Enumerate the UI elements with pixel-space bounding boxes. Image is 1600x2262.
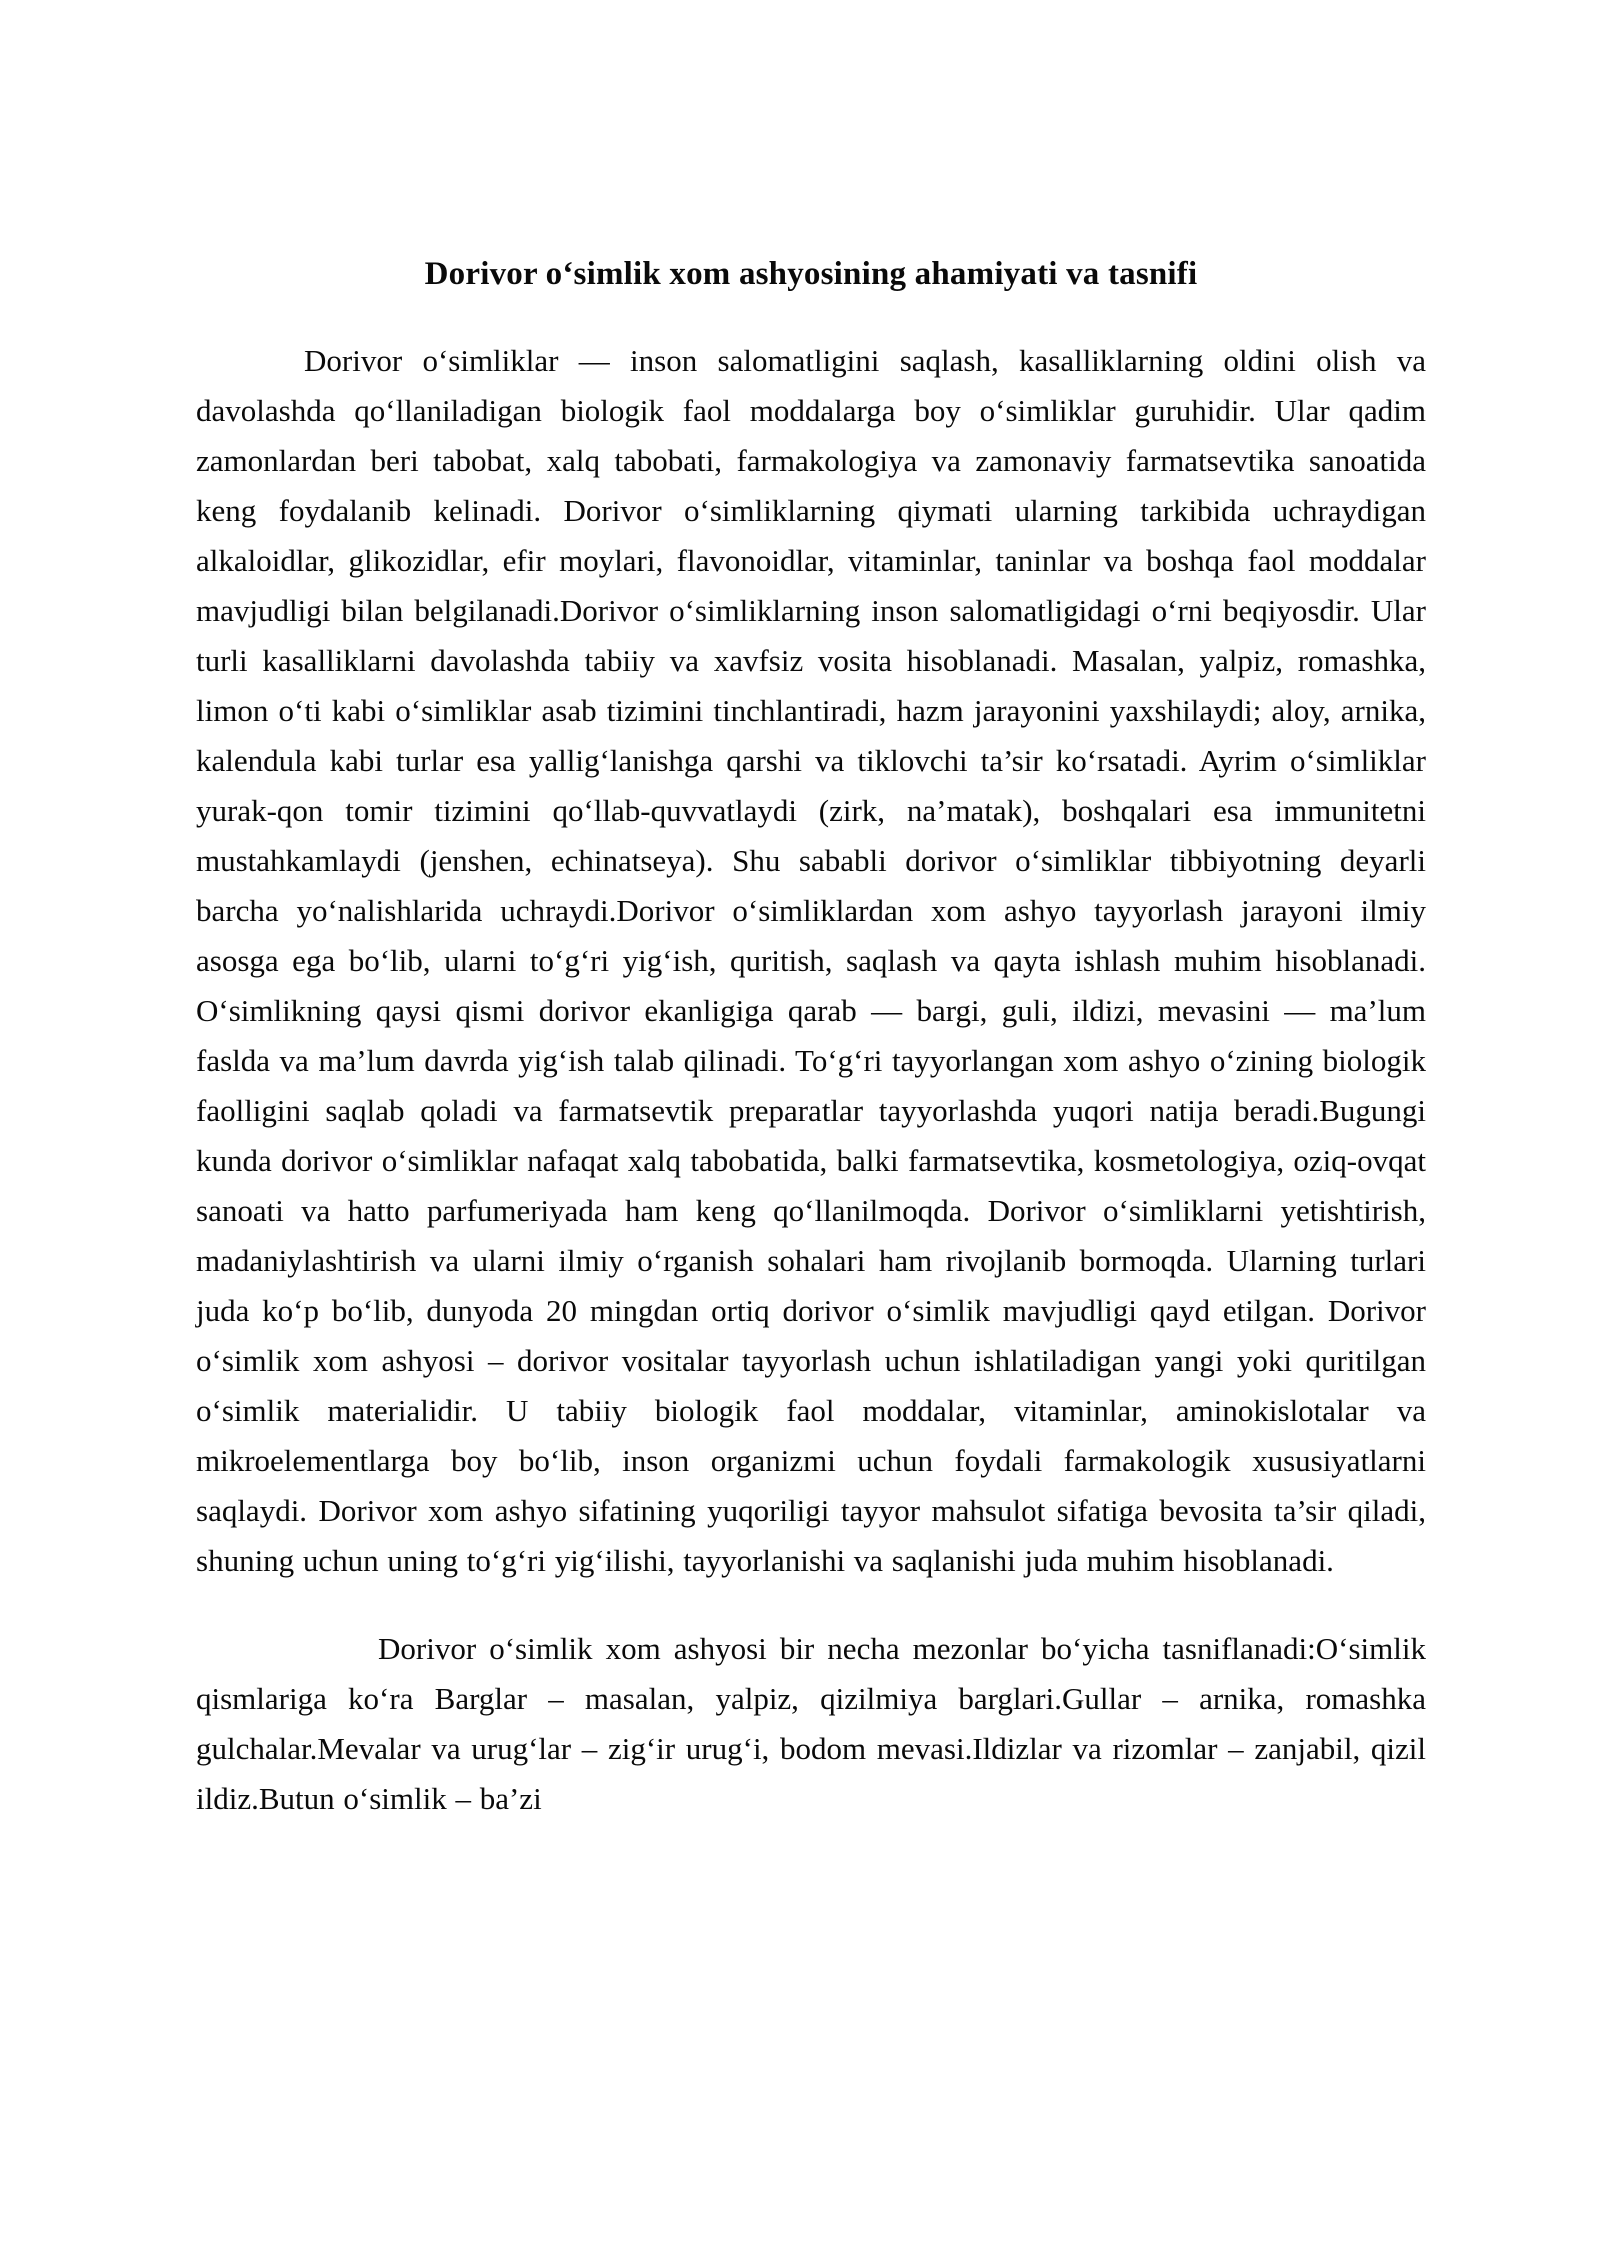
paragraph-classification: Dorivor o‘simlik xom ashyosi bir necha mezonlar bo‘yicha tasniflanadi:O‘simlik qismlariga ko‘ra Barglar – masalan, yalpiz, qizilmiya barglari.Gullar – arnika, romashka gulchalar.Mevalar va urug‘lar – zig‘ir urug‘i, bodom mevasi.Ildizlar va rizomlar – zanjabil, qizil ildiz.Butun o‘simlik – ba’zi bbox=[196, 1631, 1426, 1816]
page-title: Dorivor o‘simlik xom ashyosining ahamiyati va tasnifi bbox=[424, 256, 1198, 292]
document-text-block bbox=[196, 252, 1426, 1824]
paragraph-importance: Dorivor o‘simliklar — inson salomatligini saqlash, kasalliklarning oldini olish va davolashda qo‘llaniladigan biologik faol moddalarga boy o‘simliklar guruhidir. Ular qadim zamonlardan beri tabobat, xalq tabobati, farmakologiya va zamonaviy farmatsevtika sanoatida keng foydalanib kelinadi. Dorivor o‘simliklarning qiymati ularning tarkibida uchraydigan alkaloidlar, glikozidlar, efir moylari, flavonoidlar, vitaminlar, taninlar va boshqa faol moddalar mavjudligi bilan belgilanadi.Dorivor o‘simliklarning inson salomatligidagi o‘rni beqiyosdir. Ular turli kasalliklarni davolashda tabiiy va xavfsiz vosita hisoblanadi. Masalan, yalpiz, romashka, limon o‘ti kabi o‘simliklar asab tizimini tinchlantiradi, hazm jarayonini yaxshilaydi; aloy, arnika, kalendula kabi turlar esa yallig‘lanishga qarshi va tiklovchi ta’sir ko‘rsatadi. Ayrim o‘simliklar yurak-qon tomir tizimini qo‘llab-quvvatlaydi (zirk, na’matak), boshqalari esa immunitetni mustahkamlaydi (jenshen, echinatseya). Shu sababli dorivor o‘simliklar tibbiyotning deyarli barcha yo‘nalishlarida uchraydi.Dorivor o‘simliklardan xom ashyo tayyorlash jarayoni ilmiy asosga ega bo‘lib, ularni to‘g‘ri yig‘ish, quritish, saqlash va qayta ishlash muhim hisoblanadi. O‘simlikning qaysi qismi dorivor ekanligiga qarab — bargi, guli, ildizi, mevasini — ma’lum faslda va ma’lum davrda yig‘ish talab qilinadi. To‘g‘ri tayyorlangan xom ashyo o‘zining biologik faolligini saqlab qoladi va farmatsevtik preparatlar tayyorlashda yuqori natija beradi.Bugungi kunda dorivor o‘simliklar nafaqat xalq tabobatida, balki farmatsevtika, kosmetologiya, oziq-ovqat sanoati va hatto parfumeriyada ham keng qo‘llanilmoqda. Dorivor o‘simliklarni yetishtirish, madaniylashtirish va ularni ilmiy o‘rganish sohalari ham rivojlanib bormoqda. Ularning turlari juda ko‘p bo‘lib, dunyoda 20 mingdan ortiq dorivor o‘simlik mavjudligi qayd etilgan. Dorivor o‘simlik xom ashyosi – dorivor vositalar tayyorlash uchun ishlatiladigan yangi yoki quritilgan o‘simlik materialidir. U tabiiy biologik faol moddalar, vitaminlar, aminokislotalar va mikroelementlarga boy bo‘lib, inson organizmi uchun foydali farmakologik xususiyatlarni saqlaydi. Dorivor xom ashyo sifatining yuqoriligi tayyor mahsulot sifatiga bevosita ta’sir qiladi, shuning uchun uning to‘g‘ri yig‘ilishi, tayyorlanishi va saqlanishi juda muhim hisoblanadi. bbox=[196, 343, 1426, 1578]
